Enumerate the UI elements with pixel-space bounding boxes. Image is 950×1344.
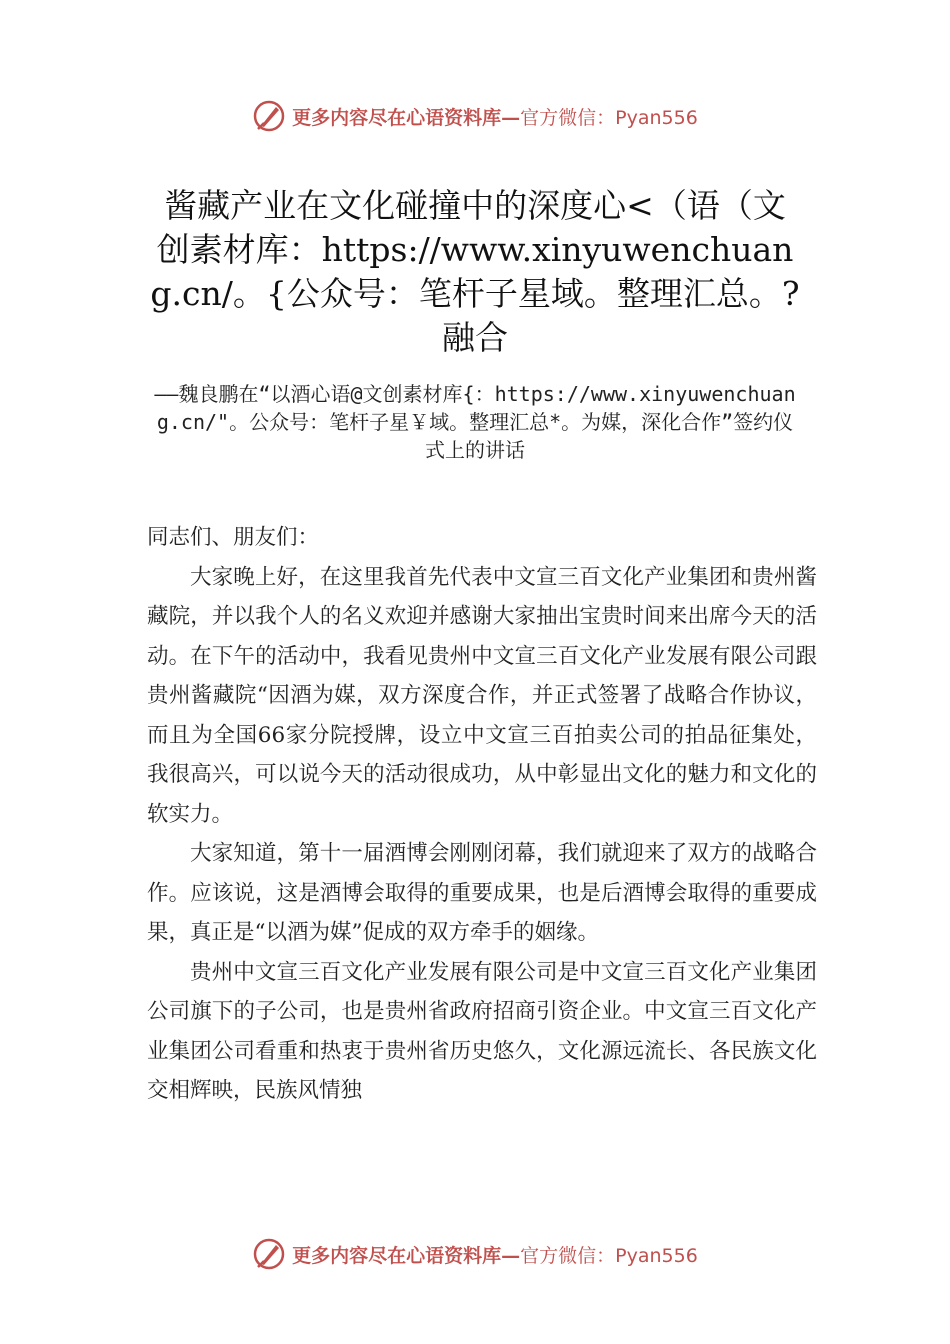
footer-banner [0, 1234, 950, 1274]
banner-text: 更多内容尽在心语资料库— [292, 1244, 521, 1267]
document-body [147, 518, 817, 1111]
banner-text: 更多内容尽在心语资料库— [292, 106, 521, 129]
document-subtitle: ——魏良鹏在“以酒心语@文创素材库{：https://www.xinyuwenchuang.cn/"。公众号：笔杆子星￥域。整理汇总*。为媒，深化合作”签约仪式上的讲话 [154, 382, 796, 462]
banner-wechat: 官方微信：Pyan556 [520, 106, 698, 129]
paragraph: 大家晚上好，在这里我首先代表中文宣三百文化产业集团和贵州酱藏院，并以我个人的名义欢迎并感谢大家抽出宝贵时间来出席今天的活动。在下午的活动中，我看见贵州中文宣三百文化产业发展有限公司跟贵州酱藏院“因酒为媒，双方深度合作，并正式签署了战略合作协议，而且为全国66家分院授牌，设立中文宣三百拍卖公司的拍品征集处，我很高兴，可以说今天的活动很成功，从中彰显出文化的魅力和文化的软实力。 [147, 564, 817, 827]
greeting: 同志们、朋友们： [147, 525, 320, 550]
quill-logo-icon [252, 99, 286, 133]
document-title: 酱藏产业在文化碰撞中的深度心<（语（文创素材库：https://www.xinyuwenchuang.cn/。{公众号：笔杆子星域。整理汇总。?融合 [150, 186, 800, 357]
paragraph: 贵州中文宣三百文化产业发展有限公司是中文宣三百文化产业集团公司旗下的子公司，也是贵州省政府招商引资企业。中文宣三百文化产业集团公司看重和热衷于贵州省历史悠久，文化源远流长、各民族文化交相辉映，民族风情独 [147, 959, 817, 1103]
banner-wechat: 官方微信：Pyan556 [520, 1244, 698, 1267]
paragraph: 大家知道，第十一届酒博会刚刚闭幕，我们就迎来了双方的战略合作。应该说，这是酒博会取得的重要成果，也是后酒博会取得的重要成果，真正是“以酒为媒”促成的双方牵手的姻缘。 [147, 841, 817, 945]
header-banner [0, 96, 950, 136]
quill-logo-icon [252, 1237, 286, 1271]
